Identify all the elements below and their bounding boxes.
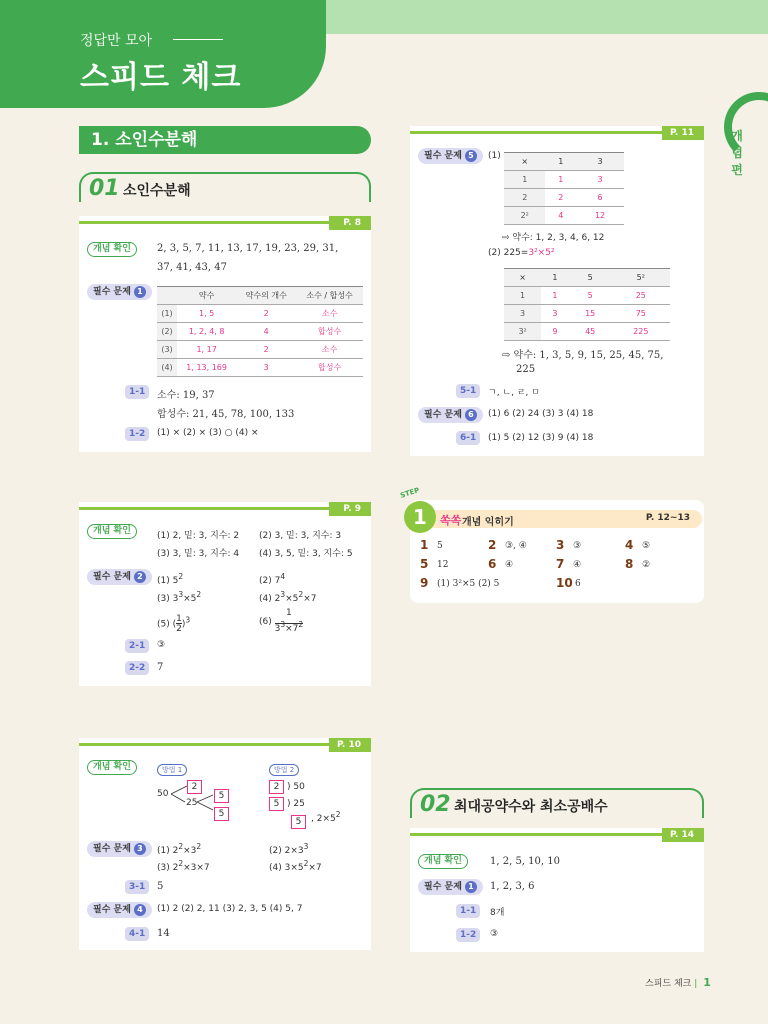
tree-node: 25 <box>186 798 198 808</box>
subsection-title: 최대공약수와 최소공배수 <box>454 799 608 815</box>
concept-check-badge: 개념 확인 <box>87 242 137 257</box>
page-ref: P. 12~13 <box>645 513 690 523</box>
question-answer: 5 <box>437 541 443 551</box>
method-tag: 방법 1 <box>157 764 187 776</box>
panel-p9 <box>79 502 371 686</box>
subsection-number: 02 <box>420 792 451 817</box>
answer-text: 1, 2, 3, 6 <box>490 881 535 892</box>
required-problem-badge: 필수 문제 1 <box>87 284 152 300</box>
answer-text: 1, 2, 5, 10, 10 <box>490 856 560 867</box>
sub-problem-badge: 2-2 <box>125 661 149 675</box>
question-answer: 12 <box>437 560 449 570</box>
step-title-bar <box>432 510 702 528</box>
table-header-row: × 1 3 <box>504 153 624 171</box>
answer-text: (1) 6 (2) 24 (3) 3 (4) 18 <box>488 409 594 419</box>
table-row: (3) 1, 17 2 소수 <box>157 341 363 359</box>
required-problem-badge: 필수 문제 6 <box>418 407 483 423</box>
answer-text: ③ <box>490 929 499 939</box>
answer-text: (6) 1 $3^3\times 7^2$ <box>259 608 304 634</box>
answer-text: (5) (1 2)$^3$ <box>157 614 191 634</box>
answer-text: 합성수: 21, 45, 78, 100, 133 <box>157 409 295 420</box>
answer-text: (1) $2^2\times 3^2$ <box>157 842 202 856</box>
product-table-2 <box>504 268 670 341</box>
sub-problem-badge: 4-1 <box>125 927 149 941</box>
question-number: 5 <box>420 557 429 571</box>
question-number: 10 <box>556 576 573 590</box>
tree-answer-box: 5 <box>214 789 229 803</box>
table-row: 3 3 15 75 <box>504 305 670 323</box>
panel-p11 <box>410 126 704 456</box>
question-number: 3 <box>556 538 565 552</box>
answer-text: (4) 3, 5, 밑: 3, 지수: 5 <box>259 549 353 559</box>
concept-check-badge: 개념 확인 <box>87 760 137 775</box>
table-row: 1 1 3 <box>504 171 624 189</box>
question-number: 4 <box>625 538 634 552</box>
question-answer: ④ <box>573 560 582 570</box>
answer-text: (2) $2\times 3^3$ <box>269 842 309 856</box>
answer-text: 5 <box>157 881 164 892</box>
table-row: (2) 1, 2, 4, 8 4 합성수 <box>157 323 363 341</box>
part-label: (1) <box>488 151 501 161</box>
answer-text: ⇨ 약수: 1, 2, 3, 4, 6, 12 <box>502 233 605 243</box>
header-divider <box>173 39 223 40</box>
table-row: (4) 1, 13, 169 3 합성수 <box>157 359 363 377</box>
answer-text: ⇨ 약수: 1, 3, 5, 9, 15, 25, 45, 75, <box>502 350 664 361</box>
answer-text: (1) × (2) × (3) ○ (4) × <box>157 428 259 438</box>
sub-problem-badge: 5-1 <box>456 384 480 398</box>
footer-label: 스피드 체크 <box>645 979 692 989</box>
panel-p10 <box>79 738 371 950</box>
subsection-header-01 <box>79 172 371 202</box>
table-header-row: 약수 약수의 개수 소수 / 합성수 <box>157 287 363 305</box>
answer-text: 소수: 19, 37 <box>157 390 215 401</box>
table-row: 2 2 6 <box>504 189 624 207</box>
tree-node: 50 <box>157 789 169 799</box>
concept-check-badge: 개념 확인 <box>87 524 137 539</box>
required-problem-badge: 필수 문제 5 <box>418 148 483 164</box>
answer-text: (3) $3^3\times 5^2$ <box>157 590 202 604</box>
page-ref: P. 9 <box>329 502 371 516</box>
question-number: 7 <box>556 557 565 571</box>
table-row: (1) 1, 5 2 소수 <box>157 305 363 323</box>
answer-text: (3) 3, 밑: 3, 지수: 4 <box>157 549 240 559</box>
answer-text: 225 <box>516 364 536 375</box>
required-problem-badge: 필수 문제 3 <box>87 841 152 857</box>
concept-check-badge: 개념 확인 <box>418 854 468 869</box>
sub-problem-badge: 1-1 <box>125 385 149 399</box>
division-answer-box: 5 <box>291 815 306 829</box>
table-header-row: × 1 5 5² <box>504 269 670 287</box>
question-number: 2 <box>488 538 497 552</box>
answer-text: 14 <box>157 928 170 939</box>
part-label: (2) 225=3²×5² <box>488 248 555 258</box>
question-answer: (1) 3²×5 (2) 5 <box>437 579 500 589</box>
subsection-header-02 <box>410 788 704 818</box>
page-ref: P. 11 <box>662 126 704 140</box>
section-title: 소인수분해 <box>115 130 198 150</box>
sub-problem-badge: 2-1 <box>125 639 149 653</box>
section-title-bar <box>79 126 371 154</box>
answer-text: (2) $7^4$ <box>259 572 286 586</box>
step-number: 1 <box>404 501 436 533</box>
page-ref: P. 14 <box>662 828 704 842</box>
footer: 스피드 체크 | 1 <box>645 976 711 989</box>
question-answer: ③ <box>573 541 582 551</box>
sub-problem-badge: 1-2 <box>125 427 149 441</box>
answer-text: (4) $3\times 5^2\times 7$ <box>269 859 322 873</box>
question-answer: ⑤ <box>642 541 651 551</box>
table-row: 1 1 5 25 <box>504 287 670 305</box>
question-answer: 6 <box>575 579 581 589</box>
answer-text: (3) $2^2\times 3\times 7$ <box>157 859 210 873</box>
sub-problem-badge: 6-1 <box>456 431 480 445</box>
step-ssok: 쏙쏙 <box>440 514 462 527</box>
division-answer-box: 5 <box>269 797 284 811</box>
question-answer: ② <box>642 560 651 570</box>
answer-text: 8개 <box>490 908 505 918</box>
division-answer-box: 2 <box>269 780 284 794</box>
required-problem-badge: 필수 문제 4 <box>87 902 152 918</box>
side-tab-label: 개념편 <box>731 129 743 177</box>
sub-problem-badge: 3-1 <box>125 880 149 894</box>
required-problem-badge: 필수 문제 1 <box>418 879 483 895</box>
concept-answer-line2: 37, 41, 43, 47 <box>157 262 227 273</box>
answer-text: ㄱ, ㄴ, ㄹ, ㅁ <box>488 388 540 398</box>
question-answer: ③, ④ <box>505 541 527 551</box>
table-row: 2² 4 12 <box>504 207 624 225</box>
tree-answer-box: 2 <box>187 780 202 794</box>
header-subtitle: 정답만 모아 <box>80 33 153 49</box>
step-label: STEP <box>399 486 421 500</box>
division-result: , $2\times 5^2$ <box>311 810 341 824</box>
page-ref: P. 8 <box>329 216 371 230</box>
sub-problem-badge: 1-1 <box>456 904 480 918</box>
division-value: ) 50 <box>287 782 305 792</box>
answer-text: (1) 2 (2) 2, 11 (3) 2, 3, 5 (4) 5, 7 <box>157 904 303 914</box>
panel-p8 <box>79 216 371 452</box>
answer-text: (1) 2, 밑: 3, 지수: 2 <box>157 531 240 541</box>
page-number: 1 <box>703 976 711 989</box>
panel-p14 <box>410 828 704 952</box>
question-number: 9 <box>420 576 429 590</box>
divisor-table <box>157 286 363 377</box>
concept-answer-line1: 2, 3, 5, 7, 11, 13, 17, 19, 23, 29, 31, <box>157 243 339 254</box>
answer-text: (2) 3, 밑: 3, 지수: 3 <box>259 531 342 541</box>
sub-problem-badge: 1-2 <box>456 928 480 942</box>
question-number: 8 <box>625 557 634 571</box>
answer-text: ③ <box>157 640 166 650</box>
required-problem-badge: 필수 문제 2 <box>87 569 152 585</box>
answer-text: 7 <box>157 662 164 673</box>
division-value: ) 25 <box>287 799 305 809</box>
table-row: 3² 9 45 225 <box>504 323 670 341</box>
answer-text: (4) $2^3\times 5^2\times 7$ <box>259 590 317 604</box>
section-number: 1. <box>91 130 110 150</box>
subsection-title: 소인수분해 <box>123 183 191 199</box>
answer-text: (1) $5^2$ <box>157 572 184 586</box>
question-number: 6 <box>488 557 497 571</box>
answer-text: (1) 5 (2) 12 (3) 9 (4) 18 <box>488 433 594 443</box>
tree-answer-box: 5 <box>214 807 229 821</box>
page-ref: P. 10 <box>329 738 371 752</box>
page-title: 스피드 체크 <box>80 60 242 95</box>
question-answer: ④ <box>505 560 514 570</box>
question-number: 1 <box>420 538 429 552</box>
subsection-number: 01 <box>89 176 120 201</box>
step-title: 개념 익히기 <box>462 517 514 528</box>
product-table-1 <box>504 152 624 225</box>
method-tag: 방법 2 <box>269 764 299 776</box>
